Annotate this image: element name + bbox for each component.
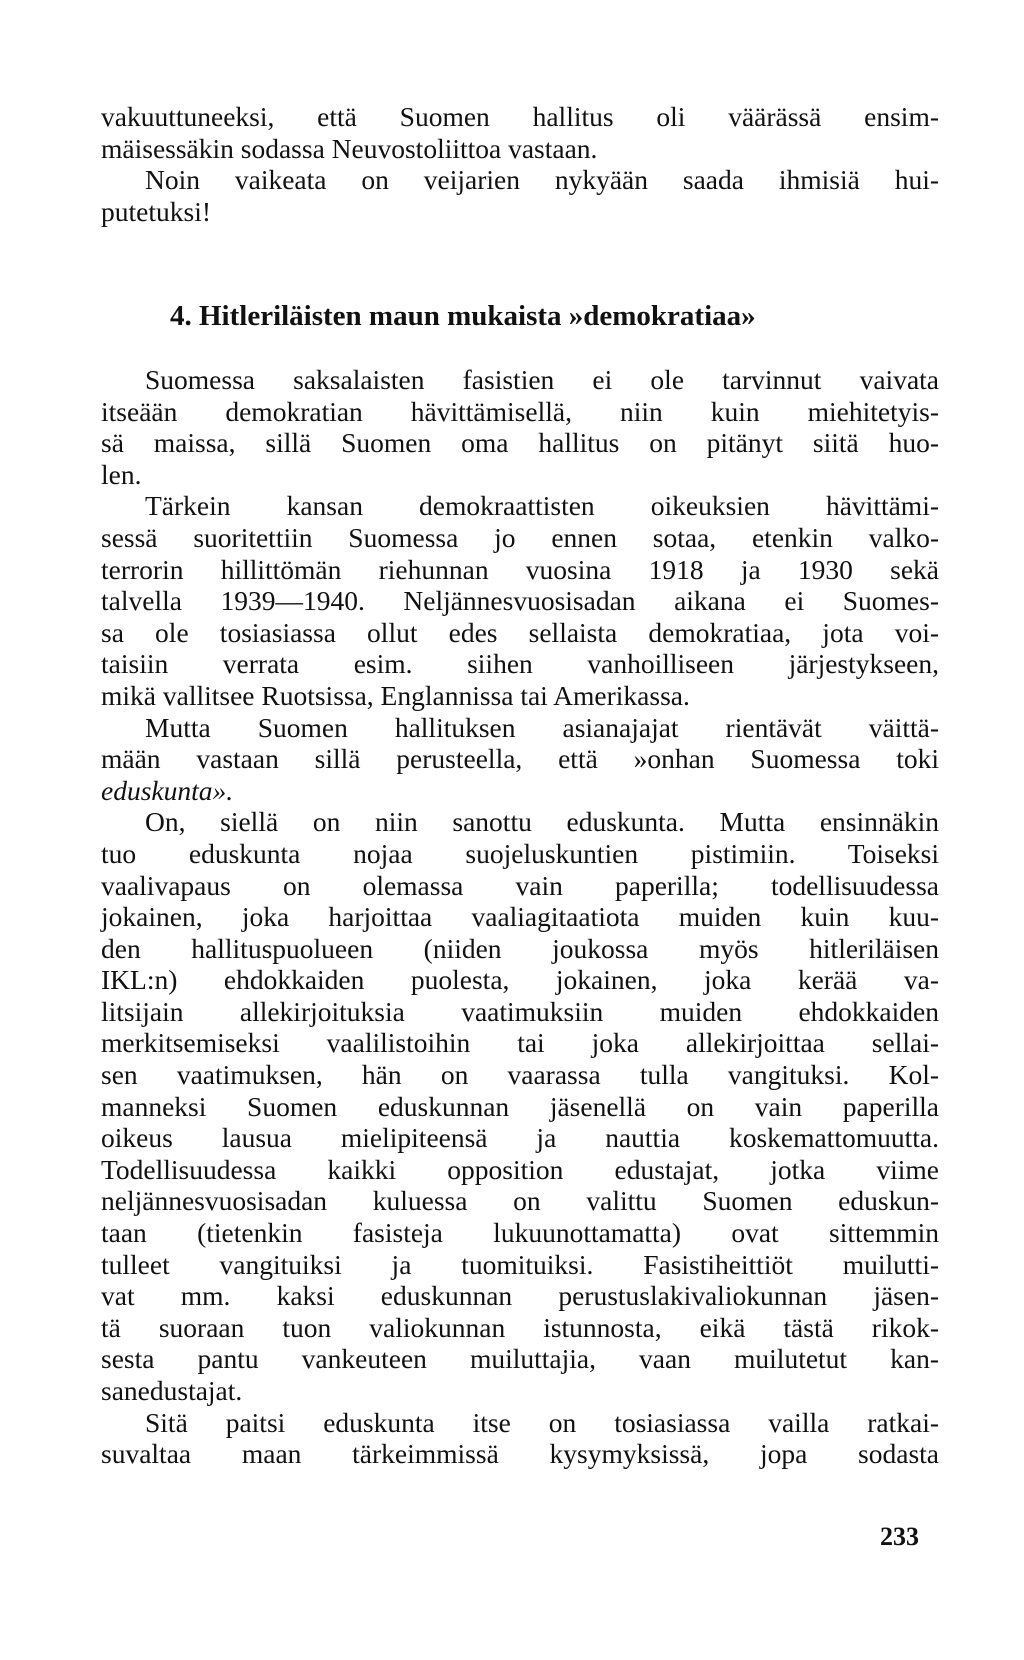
text-line: Noin vaikeata on veijarien nykyään saada ihmisiä hui- bbox=[145, 164, 939, 196]
text-line: vakuuttuneeksi, että Suomen hallitus oli väärässä ensim- bbox=[101, 101, 939, 132]
opening-paragraph bbox=[101, 101, 939, 227]
section-heading: 4. Hitleriläisten maun mukaista »demokratiaa» bbox=[170, 300, 756, 332]
text-line: talvella 1939—1940. Neljännesvuosisadan aikana ei Suomes- bbox=[101, 585, 939, 617]
text-line: mään vastaan sillä perusteella, että »onhan Suomessa toki bbox=[101, 743, 939, 775]
text-line: mäisessäkin sodassa Neuvostoliittoa vastaan. bbox=[101, 132, 598, 164]
text-line: terrorin hillittömän riehunnan vuosina 1918 ja 1930 sekä bbox=[101, 553, 939, 585]
text-line: sä maissa, sillä Suomen oma hallitus on pitänyt siitä huo- bbox=[101, 427, 939, 459]
text-line: tä suoraan tuon valiokunnan istunnosta, eikä tästä rikok- bbox=[101, 1311, 939, 1343]
text-line: neljännesvuosisadan kuluessa on valittu Suomen eduskun- bbox=[101, 1185, 939, 1217]
text-line: den hallituspuolueen (niiden joukossa myös hitleriläisen bbox=[101, 932, 939, 964]
text-line: Suomessa saksalaisten fasistien ei ole tarvinnut vaivata bbox=[145, 364, 939, 395]
text-line: vaalivapaus on olemassa vain paperilla; todellisuudessa bbox=[101, 869, 939, 901]
text-line: sessä suoritettiin Suomessa jo ennen sotaa, etenkin valko- bbox=[101, 521, 939, 553]
section-body bbox=[101, 364, 939, 1470]
text-line: sesta pantu vankeuteen muiluttajia, vaan muilutetut kan- bbox=[101, 1343, 939, 1375]
text-line: sen vaatimuksen, hän on vaarassa tulla vangituksi. Kol- bbox=[101, 1059, 939, 1091]
text-line: Sitä paitsi eduskunta itse on tosiasiassa vailla ratkai- bbox=[145, 1406, 939, 1438]
text-line: Todellisuudessa kaikki opposition edustajat, jotka viime bbox=[101, 1153, 939, 1185]
text-line: taisiin verrata esim. siihen vanhoilliseen järjestykseen, bbox=[101, 648, 939, 680]
text-line: On, siellä on niin sanottu eduskunta. Mutta ensinnäkin bbox=[145, 806, 939, 838]
text-line: mikä vallitsee Ruotsissa, Englannissa tai Amerikassa. bbox=[101, 679, 690, 711]
text-line: sanedustajat. bbox=[101, 1375, 243, 1406]
text-line: putetuksi! bbox=[101, 195, 211, 227]
page-number: 233 bbox=[880, 1522, 919, 1551]
text-line: merkitsemiseksi vaalilistoihin tai joka allekirjoittaa sellai- bbox=[101, 1027, 939, 1059]
text-line: tuo eduskunta nojaa suojeluskuntien pistimiin. Toiseksi bbox=[101, 837, 939, 869]
text-line: sa ole tosiasiassa ollut edes sellaista demokratiaa, jota voi- bbox=[101, 616, 939, 648]
text-line: len. bbox=[101, 458, 142, 490]
text-line: vat mm. kaksi eduskunnan perustuslakivaliokunnan jäsen- bbox=[101, 1280, 939, 1312]
text-line: suvaltaa maan tärkeimmissä kysymyksissä, jopa sodasta bbox=[101, 1438, 939, 1470]
text-line: tulleet vangituiksi ja tuomituiksi. Fasistiheittiöt muilutti- bbox=[101, 1248, 939, 1280]
text-line: litsijain allekirjoituksia vaatimuksiin muiden ehdokkaiden bbox=[101, 995, 939, 1027]
text-line: itseään demokratian hävittämisellä, niin kuin miehitetyis- bbox=[101, 395, 939, 427]
text-line: manneksi Suomen eduskunnan jäsenellä on vain paperilla bbox=[101, 1090, 939, 1122]
text-line: Tärkein kansan demokraattisten oikeuksien hävittämi- bbox=[145, 490, 939, 522]
text-line: jokainen, joka harjoittaa vaaliagitaatiota muiden kuin kuu- bbox=[101, 901, 939, 933]
text-line: IKL:n) ehdokkaiden puolesta, jokainen, joka kerää va- bbox=[101, 964, 939, 996]
text-line: taan (tietenkin fasisteja lukuunottamatta) ovat sittemmin bbox=[101, 1217, 939, 1249]
text-line: Mutta Suomen hallituksen asianajajat rientävät väittä- bbox=[145, 711, 939, 743]
text-line: eduskunta». bbox=[101, 774, 234, 806]
text-line: oikeus lausua mielipiteensä ja nauttia koskemattomuutta. bbox=[101, 1122, 939, 1154]
